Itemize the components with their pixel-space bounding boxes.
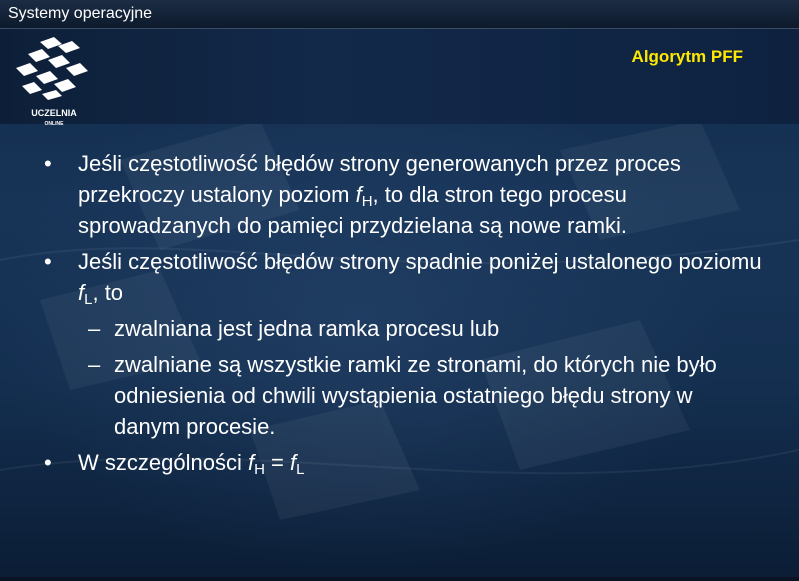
bullet-item [44,148,764,241]
bullet-text: Jeśli częstotliwość błędów strony spadnie poniżej ustalonego poziomu [78,249,762,274]
subscript: H [254,461,265,478]
app-title: Systemy operacyjne [8,5,153,22]
bullet-text: Jeśli częstotliwość błędów strony generowanych przez proces przekroczy ustalony poziom [78,151,681,207]
dash-marker: – [88,352,101,377]
slide-header [0,29,799,124]
bullet-item [44,246,764,308]
bullet-marker: • [44,151,52,176]
bullet-item [44,447,764,478]
bullet-text: , to [92,280,124,305]
sub-bullet-text: zwalniane są wszystkie ramki ze stronami, do których nie było odniesienia od chwili wystąpienia ostatniego błędu strony w danym procesie. [114,352,717,439]
variable-f: f [78,280,85,305]
slide-content [44,148,764,483]
variable-f: f [355,182,362,207]
bullet-marker: • [44,450,52,475]
subscript: H [361,193,373,210]
logo-text-line1: UCZELNIA [31,108,77,118]
sub-bullet-text: zwalniana jest jedna ramka procesu lub [114,316,500,341]
subscript: L [84,291,93,308]
slide-title: Algorytm PFF [631,47,743,66]
logo-text-line2: ONLINE [44,121,64,127]
bullet-text: , to dla stron tego procesu sprowadzanych do pamięci przydzielana są nowe ramki. [78,182,628,238]
subscript: L [296,461,305,478]
uczelnia-online-logo [10,34,98,128]
bullet-marker: • [44,249,52,274]
variable-f: f [247,450,255,475]
equals-sign: = [264,450,290,475]
variable-f: f [290,450,297,475]
dash-marker: – [88,316,101,341]
bullet-text: W szczególności [78,450,248,475]
sub-bullet-item [44,313,764,344]
window-title-bar [0,0,799,29]
bottom-edge [0,577,799,581]
sub-bullet-item [44,349,764,442]
